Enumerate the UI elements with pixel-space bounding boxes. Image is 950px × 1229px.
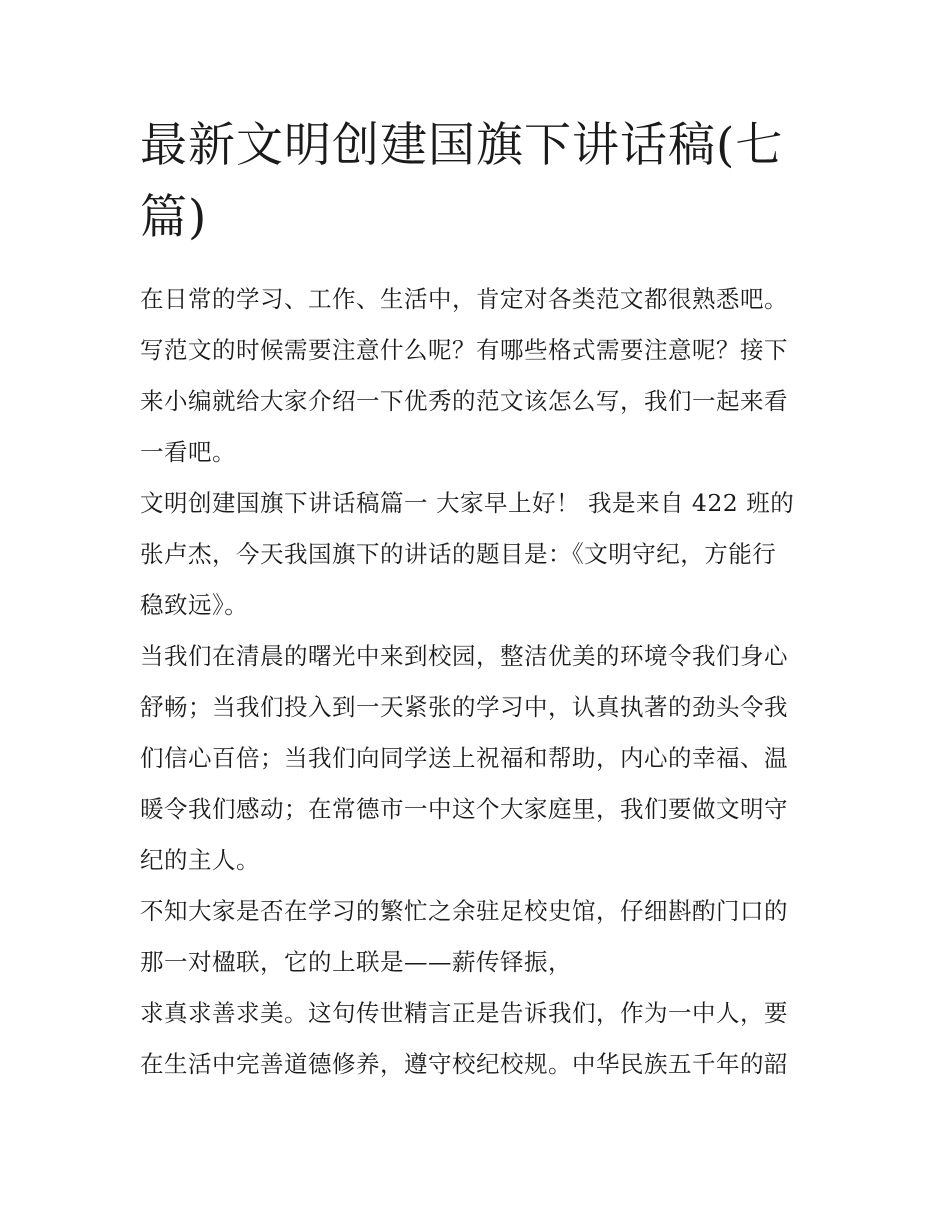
body-line-15: 求真求善求美。这句传世精言正是告诉我们，作为一中人，要 (140, 999, 788, 1027)
body-line-3: 来小编就给大家介绍一下优秀的范文该怎么写，我们一起来看 (140, 387, 788, 415)
body-line-14: 那一对楹联，它的上联是——薪传铎振， (140, 948, 572, 976)
body-line-13: 不知大家是否在学习的繁忙之余驻足校史馆，仔细斟酌门口的 (140, 897, 788, 925)
body-line-16: 在生活中完善道德修养，遵守校纪校规。中华民族五千年的韶 (140, 1050, 788, 1078)
body-line-4: 一看吧。 (140, 438, 236, 466)
document-page (140, 110, 812, 1090)
body-line-12: 纪的主人。 (140, 846, 260, 874)
body-line-2: 写范文的时候需要注意什么呢？有哪些格式需要注意呢？接下 (140, 336, 788, 364)
body-line-10: 们信心百倍；当我们向同学送上祝福和帮助，内心的幸福、温 (140, 744, 788, 772)
body-line-11: 暖令我们感动；在常德市一中这个大家庭里，我们要做文明守 (140, 795, 788, 823)
body-line-8: 当我们在清晨的曙光中来到校园，整洁优美的环境令我们身心 (140, 642, 788, 670)
body-line-7: 稳致远》。 (140, 591, 249, 619)
body-line-6: 张卢杰，今天我国旗下的讲话的题目是：《文明守纪，方能行 (140, 540, 777, 568)
body-line-5: 文明创建国旗下讲话稿篇一 大家早上好！ 我是来自 422 班的 (140, 489, 795, 517)
document-body (140, 274, 812, 1090)
body-line-1: 在日常的学习、工作、生活中，肯定对各类范文都很熟悉吧。 (140, 285, 788, 313)
document-title (140, 110, 812, 254)
title-line-1: 最新文明创建国旗下讲话稿(七 (140, 118, 784, 173)
title-line-2: 篇) (140, 190, 208, 245)
body-line-9: 舒畅；当我们投入到一天紧张的学习中，认真执著的劲头令我 (140, 693, 788, 721)
